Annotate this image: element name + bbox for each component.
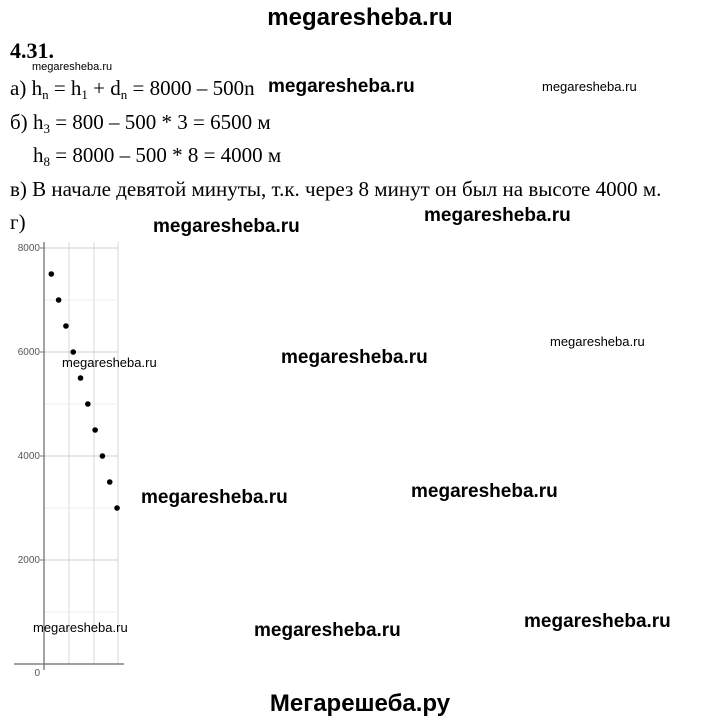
scatter-chart (0, 240, 130, 680)
part-b-prefix: б) (10, 110, 28, 134)
y-tick-label: 4000 (17, 451, 40, 462)
data-point (114, 505, 120, 511)
part-a-line: а) $h_n = h_1 + d_n = 8000 - 500n$ (10, 76, 255, 102)
watermark-small: megaresheba.ru (33, 620, 128, 635)
data-point (63, 323, 69, 329)
data-point (85, 401, 91, 407)
chart-points (49, 271, 120, 511)
y-tick-label: 0 (34, 668, 40, 679)
footer-site-title: Мегарешеба.ру (269, 690, 451, 717)
y-tick-label: 2000 (17, 555, 40, 566)
part-b-line-1: б) $h_3 = 800 - 500 * 3 = 6500$ м (10, 110, 271, 136)
watermark-small: megaresheba.ru (542, 79, 637, 94)
part-a-prefix: а) (10, 76, 27, 100)
data-point (92, 427, 98, 433)
part-a-formula: = 8000 – 500n (132, 76, 255, 100)
part-g-label: г) (10, 210, 26, 234)
header-site-title: megaresheba.ru (267, 4, 453, 31)
chart-tick-labels (18, 243, 41, 679)
watermark-small: megaresheba.ru (550, 334, 645, 349)
part-v-line: в) В начале девятой минуты, т.к. через 8 минут он был на высоте 4000 м. (10, 177, 662, 201)
data-point (70, 349, 76, 355)
part-b-formula-1: = 800 – 500 * 3 = 6500 м (55, 110, 271, 134)
watermark-small: megaresheba.ru (62, 355, 157, 370)
watermark-bold: megaresheba.ru (153, 216, 300, 237)
part-b-line-2: $h_8 = 8000 - 500 * 8 = 4000$ м (33, 143, 282, 169)
data-point (56, 297, 62, 303)
watermark-bold: megaresheba.ru (524, 611, 671, 632)
y-tick-label: 8000 (17, 243, 40, 254)
chart-grid (44, 242, 118, 664)
watermark-bold: megaresheba.ru (281, 347, 428, 368)
data-point (100, 453, 106, 459)
data-point (107, 479, 113, 485)
data-point (78, 375, 84, 381)
problem-number: 4.31. (10, 38, 54, 63)
data-point (49, 271, 55, 277)
part-b-formula-2: = 8000 – 500 * 8 = 4000 м (55, 143, 282, 167)
watermark-bold: megaresheba.ru (268, 76, 415, 97)
watermark-bold: megaresheba.ru (254, 620, 401, 641)
watermark-bold: megaresheba.ru (141, 487, 288, 508)
watermark-bold: megaresheba.ru (411, 481, 558, 502)
watermark-bold: megaresheba.ru (424, 205, 571, 226)
y-tick-label: 6000 (17, 347, 40, 358)
watermark-small: megaresheba.ru (32, 61, 113, 73)
